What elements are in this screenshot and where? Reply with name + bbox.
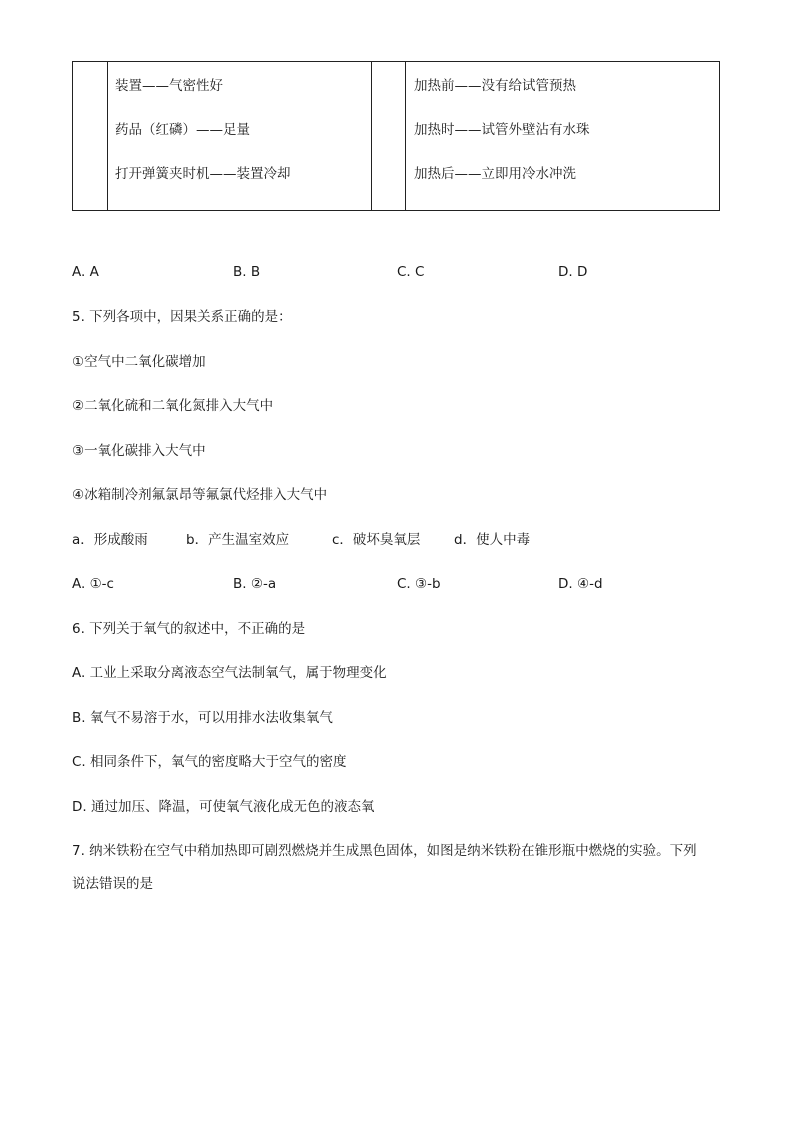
q5-effect: a．形成酸雨: [72, 532, 148, 548]
q7-stem-line1: 7. 纳米铁粉在空气中稍加热即可剧烈燃烧并生成黑色固体，如图是纳米铁粉在锥形瓶中燃烧的实验。下列: [72, 843, 697, 859]
table-cell: 加热后——立即用冷水冲洗: [414, 166, 576, 182]
q5-cause: ④冰箱制冷剂氟氯昂等氟氯代烃排入大气中: [72, 487, 328, 503]
q5-cause: ①空气中二氧化碳增加: [72, 354, 206, 370]
q5-cause: ③一氧化碳排入大气中: [72, 443, 206, 459]
table-cell: 装置——气密性好: [115, 78, 223, 94]
q5-cause: ②二氧化硫和二氧化氮排入大气中: [72, 398, 274, 414]
q6-option-a: A. 工业上采取分离液态空气法制氧气，属于物理变化: [72, 665, 387, 681]
q6-option-d: D. 通过加压、降温，可使氧气液化成无色的液态氧: [72, 799, 375, 815]
q5-option-b: B. ②-a: [233, 576, 277, 592]
q6-option-b: B. 氧气不易溶于水，可以用排水法收集氧气: [72, 710, 333, 726]
table-cell: 加热时——试管外壁沾有水珠: [414, 122, 590, 138]
q5-effect: c．破坏臭氧层: [332, 532, 421, 548]
q7-stem-line2: 说法错误的是: [72, 876, 153, 892]
q5-option-a: A. ①-c: [72, 576, 114, 592]
q5-effect: b．产生温室效应: [186, 532, 290, 548]
q5-effect: d．使人中毒: [454, 532, 531, 548]
table-divider: [107, 62, 108, 210]
table-cell: 打开弹簧夹时机——装置冷却: [115, 166, 291, 182]
table-divider: [405, 62, 406, 210]
q6-option-c: C. 相同条件下，氧气的密度略大于空气的密度: [72, 754, 347, 770]
table-cell: 加热前——没有给试管预热: [414, 78, 576, 94]
table-cell: 药品（红磷）——足量: [115, 122, 250, 138]
q5-stem: 5. 下列各项中，因果关系正确的是：: [72, 309, 292, 325]
q6-stem: 6. 下列关于氧气的叙述中，不正确的是: [72, 621, 306, 637]
q4-option-a: A. A: [72, 264, 99, 280]
q4-option-c: C. C: [397, 264, 425, 280]
q5-option-c: C. ③-b: [397, 576, 441, 592]
comparison-table: [72, 61, 720, 211]
q4-option-b: B. B: [233, 264, 261, 280]
q5-option-d: D. ④-d: [558, 576, 603, 592]
table-divider: [371, 62, 372, 210]
q4-option-d: D. D: [558, 264, 588, 280]
